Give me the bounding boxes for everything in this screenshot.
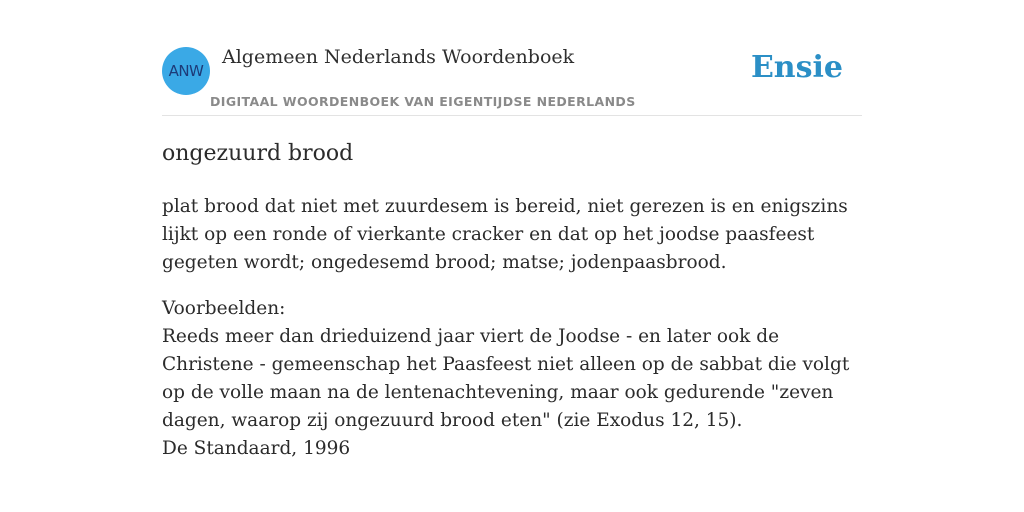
definition: plat brood dat niet met zuurdesem is bereid, niet gerezen is en enigszins lijkt op een ronde of vierkante cracker en dat op het joodse paasfeest gegeten wordt; ongedesemd brood; matse; jodenpaasbrood. — [162, 196, 848, 273]
entry-content — [162, 139, 862, 463]
headword: ongezuurd brood — [162, 141, 354, 166]
site-subtitle: DIGITAAL WOORDENBOEK VAN EIGENTIJDSE NEDERLANDS — [210, 94, 636, 109]
example-source: De Standaard, 1996 — [162, 438, 351, 459]
anw-logo[interactable]: ANW — [162, 47, 210, 95]
examples-block — [162, 295, 862, 463]
site-title[interactable]: Algemeen Nederlands Woordenboek — [222, 46, 575, 68]
header-divider — [162, 115, 862, 116]
examples-label: Voorbeelden: — [162, 298, 286, 319]
site-header — [162, 46, 862, 116]
ensie-brand-link[interactable]: Ensie — [750, 50, 843, 85]
example-text: Reeds meer dan drieduizend jaar viert de Joodse - en later ook de Christene - gemeenschap het Paasfeest niet alleen op de sabbat die volgt op de volle maan na de lentenachtevening, maar ook gedurende "zeven dagen, waarop zij ongezuurd brood eten" (zie Exodus 12, 15). — [162, 326, 850, 431]
